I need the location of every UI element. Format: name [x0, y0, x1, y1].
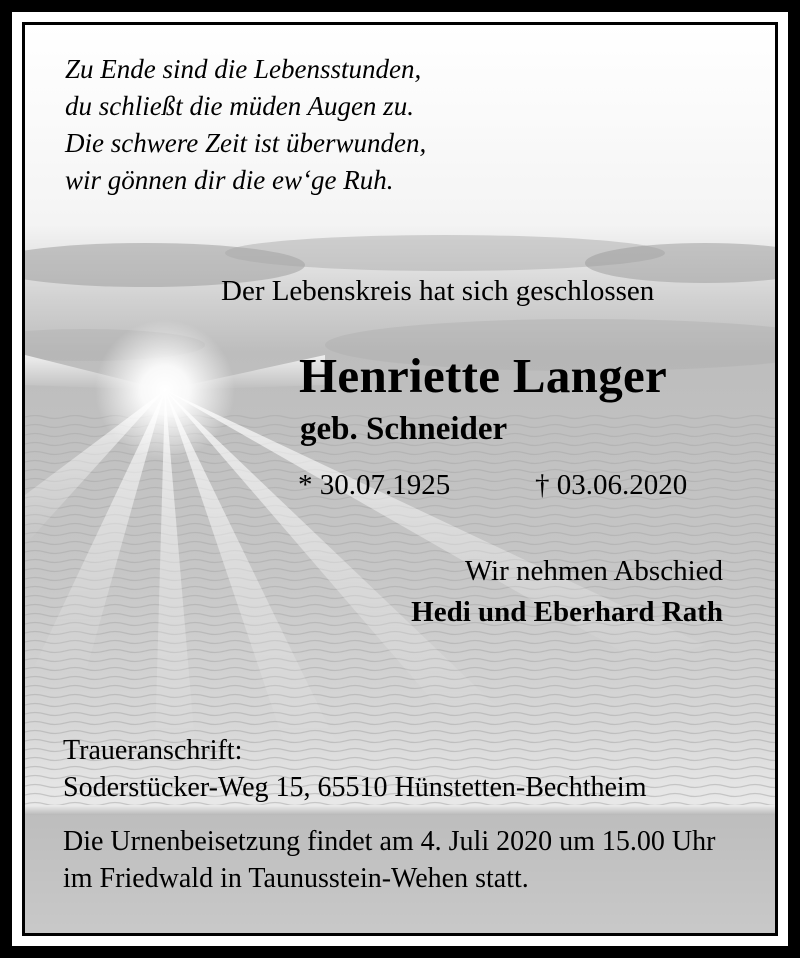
poem-line: wir gönnen dir die ew‘ge Ruh.: [65, 165, 394, 195]
poem-line: du schließt die müden Augen zu.: [65, 91, 414, 121]
birth-date: * 30.07.1925: [298, 469, 451, 501]
poem-line: Die schwere Zeit ist überwunden,: [65, 128, 427, 158]
deceased-name: Henriette Langer: [299, 348, 668, 403]
death-date: † 03.06.2020: [535, 469, 688, 501]
farewell-text: Wir nehmen Abschied: [464, 555, 723, 587]
obituary-notice: [22, 22, 778, 936]
burial-info-line: im Friedwald in Taunusstein-Wehen statt.: [63, 863, 529, 894]
address-label: Traueranschrift:: [63, 735, 243, 766]
mourners-names: Hedi und Eberhard Rath: [411, 596, 723, 628]
intro-text: Der Lebenskreis hat sich geschlossen: [221, 275, 655, 307]
address-line: Soderstücker-Weg 15, 65510 Hünstetten-Bechtheim: [63, 772, 647, 803]
poem: [65, 51, 426, 199]
burial-info-line: Die Urnenbeisetzung findet am 4. Juli 2020 um 15.00 Uhr: [63, 826, 716, 857]
maiden-name: geb. Schneider: [300, 411, 508, 447]
poem-line: Zu Ende sind die Lebensstunden,: [65, 54, 422, 84]
